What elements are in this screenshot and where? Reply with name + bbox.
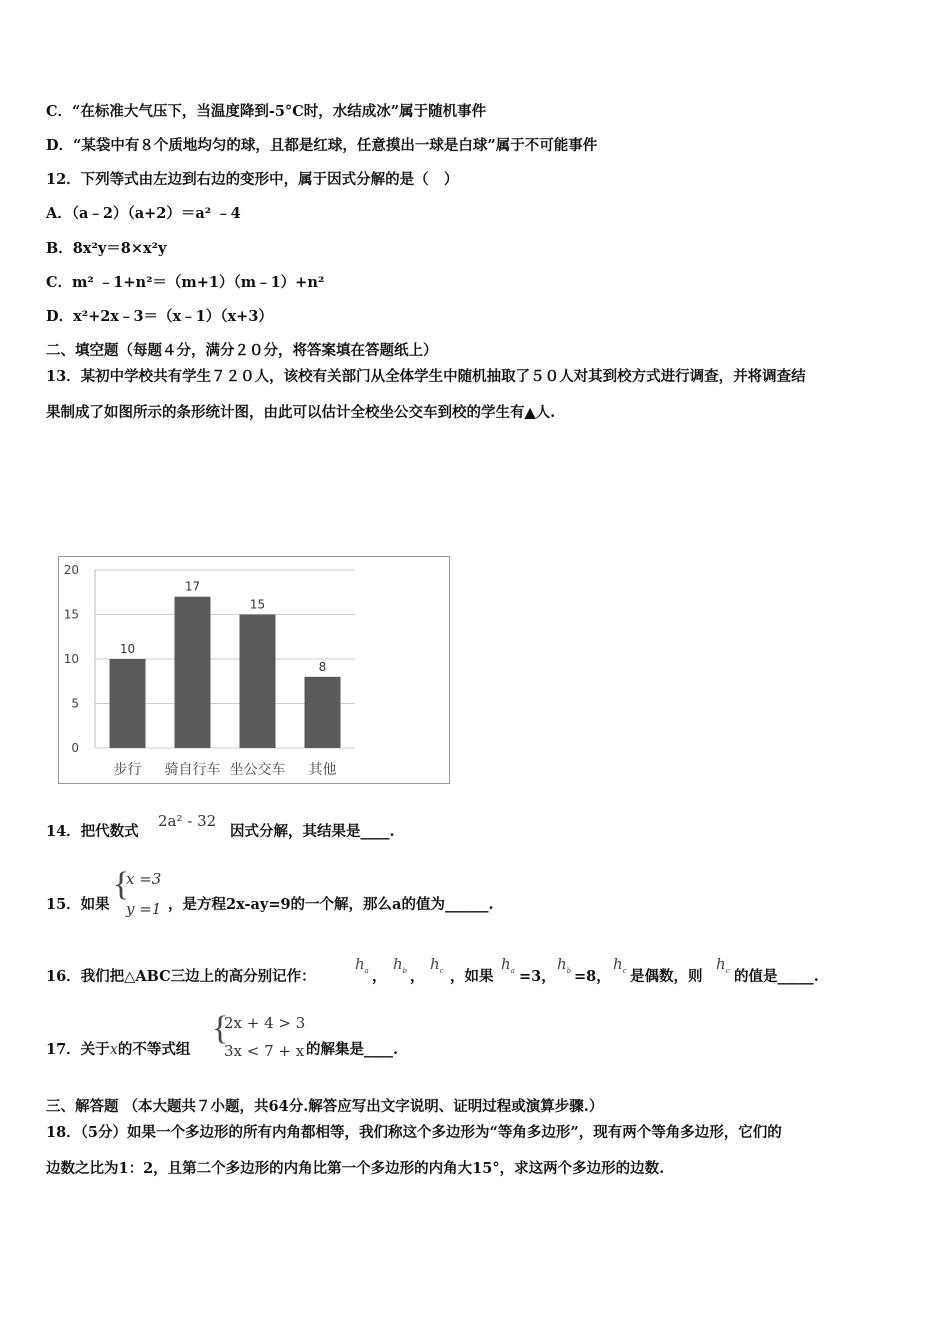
section3-heading: 三、解答题 （本大题共７小题，共64分.解答应写出文字说明、证明过程或演算步骤.）: [46, 1098, 604, 1115]
q13-line2: 果制成了如图所示的条形统计图，由此可以估计全校坐公交车到校的学生有▲人.: [46, 404, 556, 421]
x-tick-label: 坐公交车: [229, 762, 286, 778]
q11-option-d: D．“某袋中有８个质地均匀的球，且都是红球，任意摸出一球是白球”属于不可能事件: [46, 137, 598, 154]
q12-option-c: C．m² ﹣1+n²＝（m+1）（m﹣1）+n²: [46, 274, 325, 291]
q17-ineq1: 2x + 4 > 3: [224, 1014, 306, 1032]
data-label: 17: [184, 579, 201, 594]
q16-suffix: 的值是_____.: [734, 968, 819, 985]
q15-prefix: 15．如果: [46, 896, 110, 913]
bar: [110, 659, 146, 748]
q16-sep1: ，: [372, 968, 387, 985]
q16-prefix: 16．我们把△ABC三边上的高分别记作：: [46, 968, 316, 985]
h-b-symbol-2: $h_b$: [557, 955, 572, 975]
h-b-symbol: $h_b$: [393, 955, 408, 975]
q17-suffix: 的解集是____.: [306, 1041, 399, 1058]
q12-stem: 12．下列等式由左边到右边的变形中，属于因式分解的是（ ）: [46, 171, 459, 188]
q16-mid: ，如果: [450, 968, 494, 985]
q14-expr: 2a² - 32: [158, 812, 217, 830]
q15-eq1: x =3: [126, 870, 162, 888]
h-c-symbol-2: $h_c$: [613, 955, 627, 975]
h-a-symbol-2: $h_a$: [501, 955, 515, 975]
h-a-symbol: $h_a$: [355, 955, 369, 975]
y-tick-label: 10: [63, 652, 79, 666]
y-tick-label: 15: [63, 607, 79, 622]
brace-icon-2: {: [212, 1010, 229, 1047]
q15-eq2: y =1: [126, 900, 162, 918]
x-tick-label: 步行: [113, 762, 142, 778]
data-label: 15: [249, 597, 266, 612]
y-tick-label: 5: [71, 696, 79, 711]
q16-val-a: =3，: [519, 968, 556, 985]
q18-line2: 边数之比为1：2，且第二个多边形的内角比第一个多边形的内角大15°，求这两个多边形的边数.: [46, 1160, 665, 1177]
brace-icon: {: [113, 866, 130, 903]
h-c-symbol-3: $h_c$: [716, 955, 730, 975]
bar: [240, 615, 276, 749]
x-tick-label: 骑自行车: [164, 762, 221, 778]
y-tick-label: 20: [63, 563, 79, 577]
q16-val-b: =8，: [574, 968, 611, 985]
q11-option-c: C．“在标准大气压下，当温度降到-5°C时，水结成冰”属于随机事件: [46, 103, 487, 120]
q14-suffix: 因式分解，其结果是____.: [230, 823, 395, 840]
q12-option-a: A．（a﹣2）（a+2）＝a² ﹣4: [46, 205, 241, 222]
x-tick-label: 其他: [308, 762, 337, 778]
q18-line1: 18．（5分）如果一个多边形的所有内角都相等，我们称这个多边形为“等角多边形”，现有两个等角多边形，它们的: [46, 1124, 782, 1141]
q16-sep2: ，: [410, 968, 425, 985]
q17-var: x: [109, 1042, 118, 1058]
data-label: 8: [318, 659, 327, 674]
bar: [175, 597, 211, 748]
q12-option-b: B．8x²y＝8×x²y: [46, 240, 167, 257]
q15-suffix: ，是方程2x-ay=9的一个解，那么a的值为______.: [168, 896, 494, 913]
bar-chart: [58, 556, 450, 784]
q13-line1: 13．某初中学校共有学生７２０人，该校有关部门从全体学生中随机抽取了５０人对其到校方式进行调查，并将调查结: [46, 368, 806, 385]
answer-mark: ▲: [524, 404, 536, 421]
y-tick-label: 0: [71, 741, 79, 755]
bar: [305, 677, 341, 748]
q17-prefix: 17．关于x的不等式组: [46, 1041, 191, 1058]
q17-ineq2: 3x < 7 + x: [224, 1042, 305, 1060]
q12-option-d: D．x²+2x﹣3＝（x﹣1）（x+3）: [46, 308, 273, 325]
bar-chart-svg: [59, 557, 449, 783]
q16-even: 是偶数，则: [630, 968, 703, 985]
h-c-symbol: $h_c$: [430, 955, 444, 975]
section2-heading: 二、填空题（每题４分，满分２０分，将答案填在答题纸上）: [46, 342, 438, 359]
data-label: 10: [119, 642, 136, 656]
q14: 14．把代数式: [46, 823, 139, 840]
